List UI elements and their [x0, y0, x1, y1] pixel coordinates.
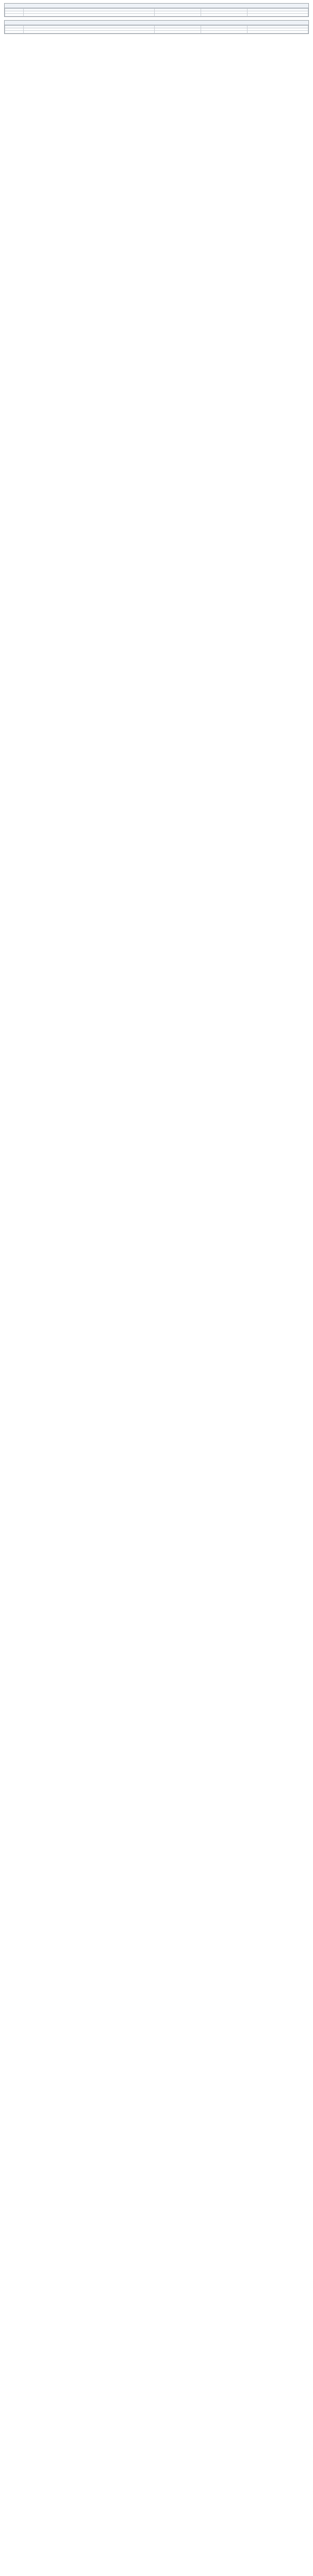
section-title	[5, 4, 308, 8]
table-cell	[201, 14, 248, 16]
table-cell	[5, 31, 24, 33]
data-table	[5, 25, 308, 33]
table-cell	[154, 31, 201, 33]
table-cell	[23, 14, 154, 16]
table-row	[5, 14, 308, 16]
table-cell	[154, 14, 201, 16]
table-cell	[201, 31, 248, 33]
section	[4, 3, 309, 17]
table-row	[5, 31, 308, 33]
table-cell	[248, 31, 308, 33]
table-cell	[23, 31, 154, 33]
table-cell	[5, 14, 24, 16]
sections-container	[4, 3, 309, 34]
table-cell	[248, 14, 308, 16]
section-title	[5, 21, 308, 25]
section	[4, 20, 309, 34]
data-table	[5, 8, 308, 16]
